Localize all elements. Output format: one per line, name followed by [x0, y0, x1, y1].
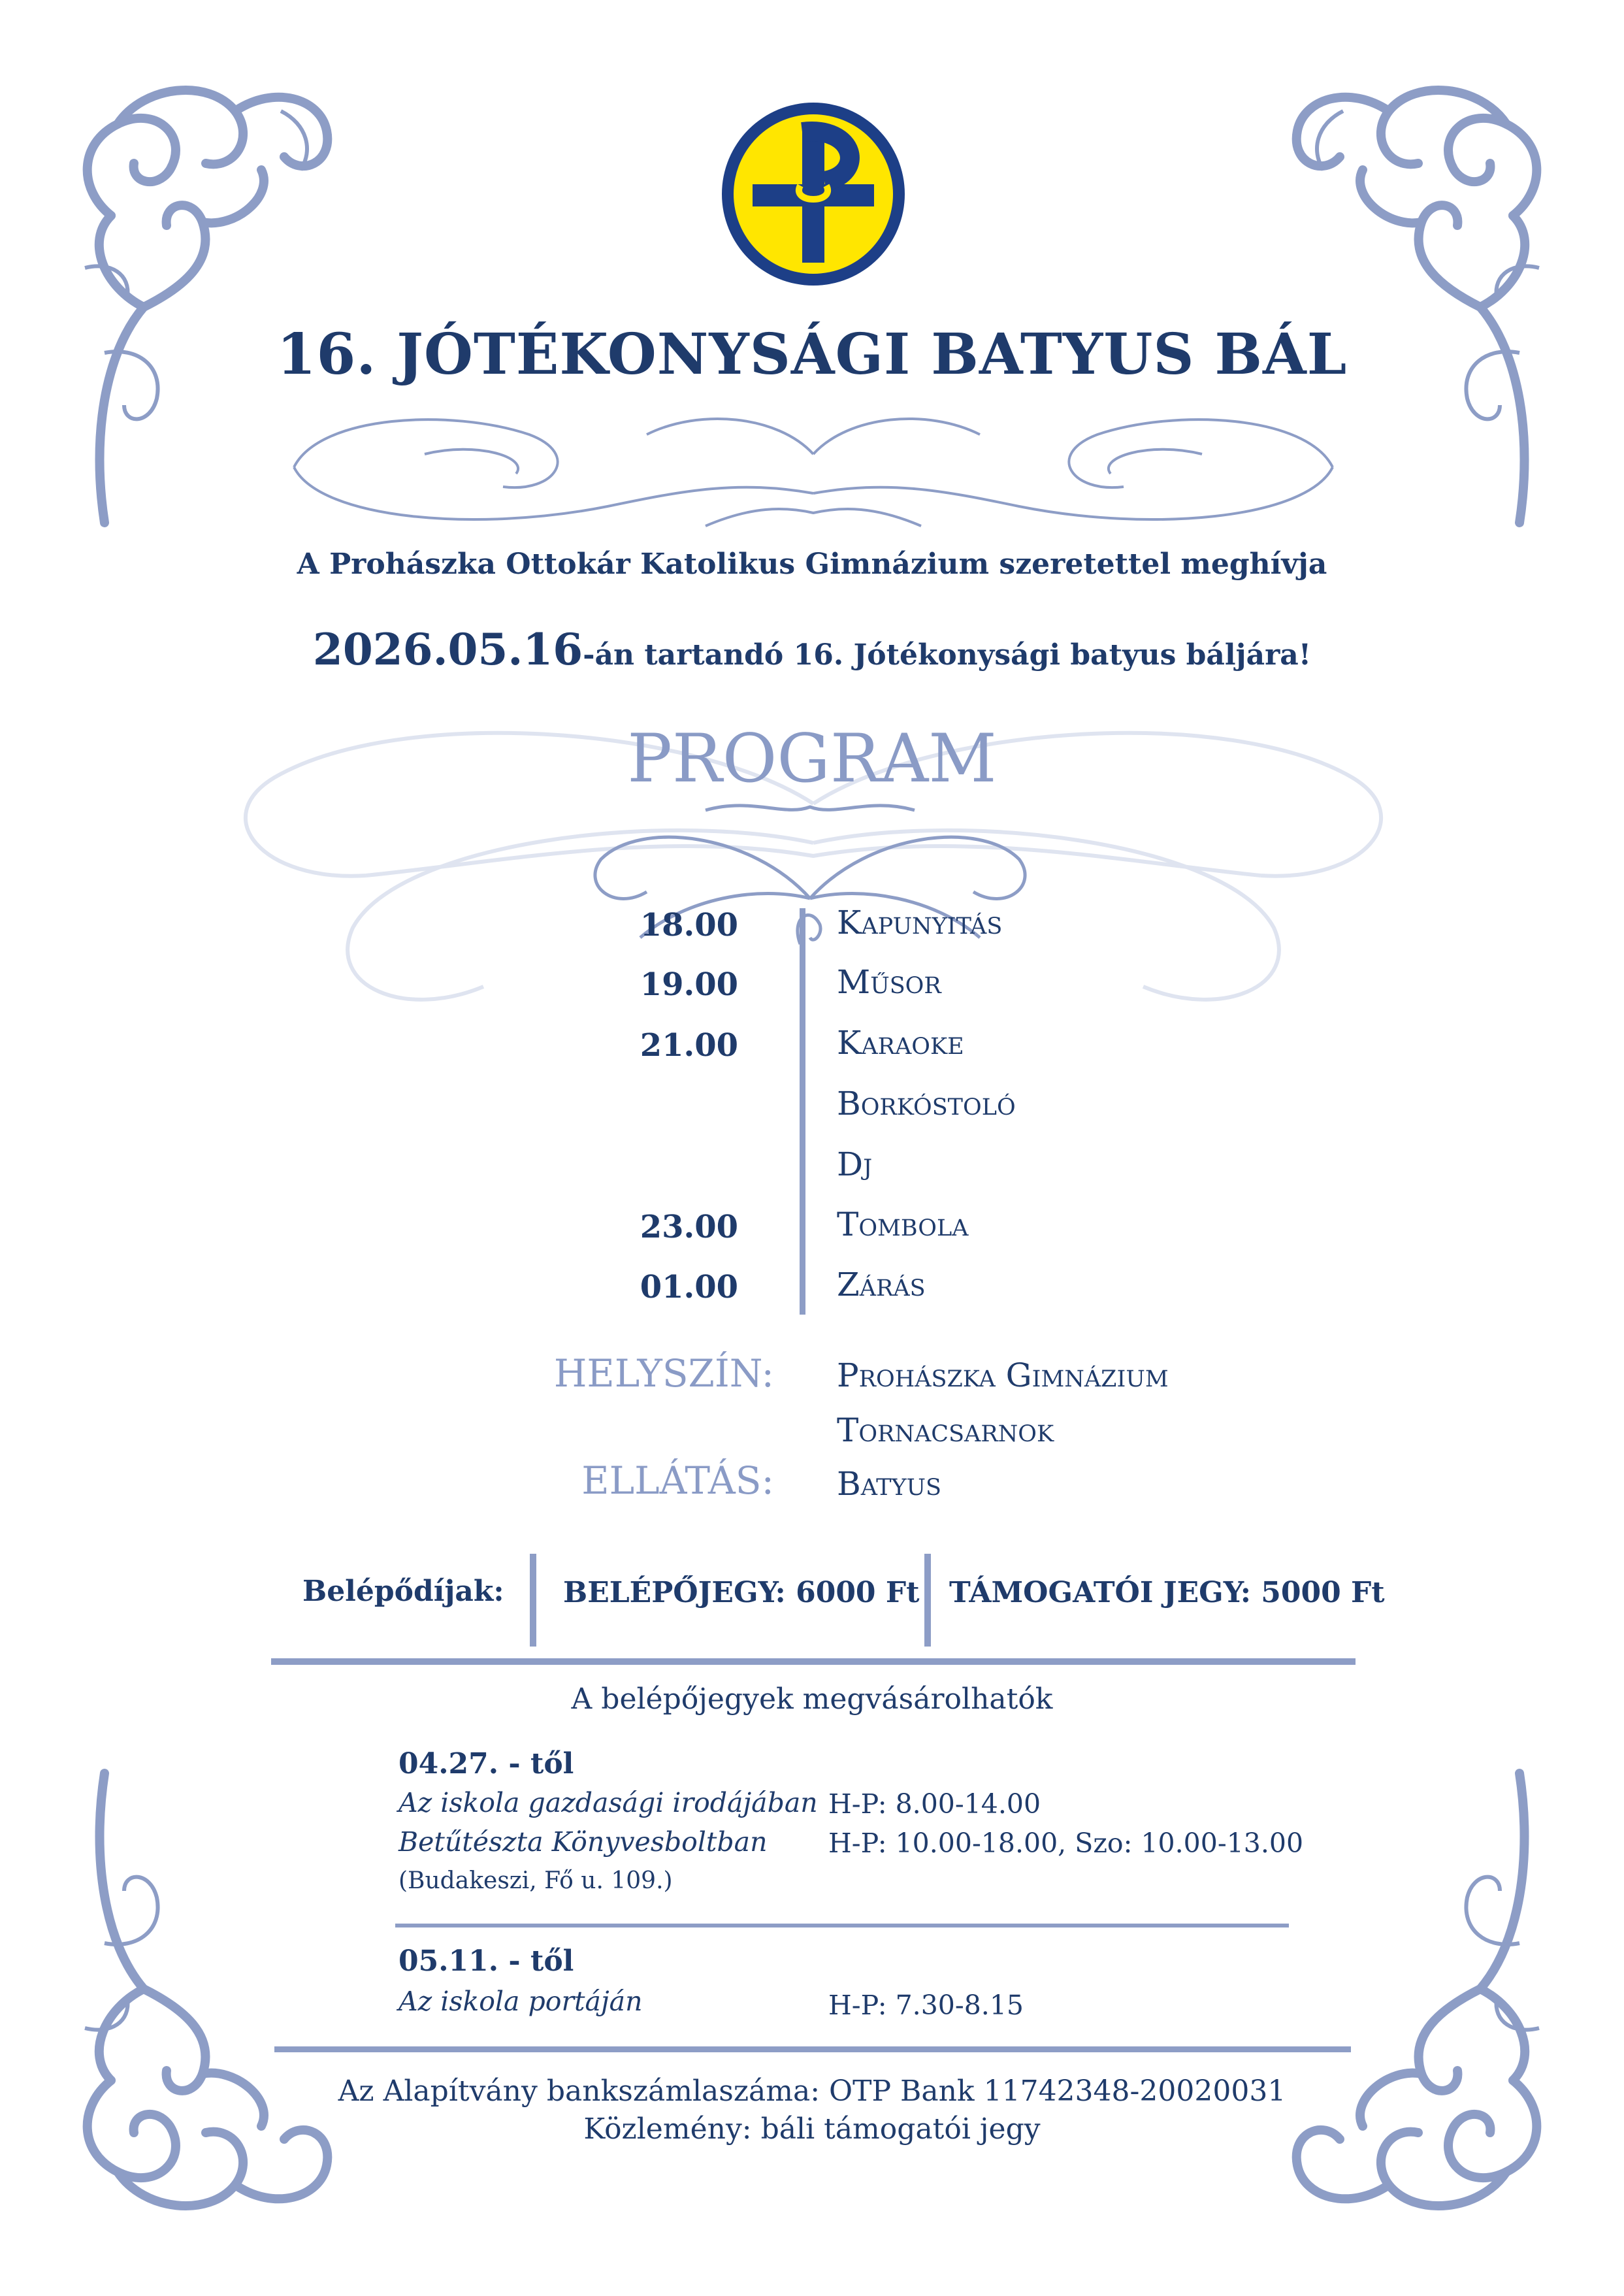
purchase-intro: A belépőjegyek megvásárolhatók: [571, 1682, 1053, 1716]
page-title: 16. JÓTÉKONYSÁGI BATYUS BÁL: [276, 321, 1348, 387]
program-event: Borkóstoló: [837, 1085, 1016, 1123]
program-event: Dj: [837, 1145, 873, 1183]
entry-ticket-price: BELÉPŐJEGY: 6000 Ft: [563, 1576, 920, 1609]
program-time: 19.00: [640, 966, 738, 1003]
invitation-date-line: [0, 624, 1624, 675]
program-heading: PROGRAM: [627, 720, 997, 798]
program-time: 01.00: [640, 1269, 738, 1305]
school-logo-icon: [719, 99, 908, 289]
invitation-date-rest: -án tartandó 16. Jótékonysági batyus báljára!: [583, 638, 1312, 672]
section-divider: [271, 1658, 1356, 1665]
catering-label: ELLÁTÁS:: [581, 1458, 774, 1503]
program-event: Zárás: [837, 1266, 926, 1304]
purchase-place: Az iskola gazdasági irodájában: [398, 1787, 818, 1818]
title-flourish: [281, 395, 1346, 546]
invitation-line: A Prohászka Ottokár Katolikus Gimnázium szeretettel meghívja: [297, 548, 1327, 581]
venue-label: HELYSZÍN:: [553, 1351, 774, 1396]
program-time: 18.00: [640, 907, 738, 943]
purchase-from-date: 04.27. - től: [398, 1747, 574, 1780]
tickets-label: Belépődíjak:: [302, 1575, 504, 1608]
purchase-divider: [395, 1924, 1289, 1927]
program-event: Karaoke: [837, 1024, 964, 1062]
venue-value-line1: Prohászka Gimnázium: [837, 1356, 1169, 1394]
ticket-divider: [530, 1554, 536, 1647]
purchase-hours: H-P: 8.00-14.00: [828, 1788, 1041, 1820]
purchase-place: Betűtészta Könyvesboltban: [398, 1826, 768, 1858]
payment-note: Közlemény: báli támogatói jegy: [583, 2112, 1041, 2146]
purchase-from-date: 05.11. - től: [398, 1944, 574, 1978]
event-date: 2026.05.16: [312, 624, 583, 675]
program-divider-line: [800, 908, 805, 1315]
program-time: 21.00: [640, 1027, 738, 1064]
footer-divider: [274, 2046, 1351, 2052]
program-event: Tombola: [837, 1205, 969, 1243]
purchase-hours: H-P: 7.30-8.15: [828, 1990, 1024, 2021]
venue-value-line2: Tornacsarnok: [837, 1411, 1054, 1449]
purchase-address: (Budakeszi, Fő u. 109.): [398, 1867, 673, 1894]
purchase-hours: H-P: 10.00-18.00, Szo: 10.00-13.00: [828, 1828, 1304, 1859]
corner-ornament-bottom-left: [65, 1767, 340, 2224]
program-event: Műsor: [837, 963, 941, 1001]
catering-value: Batyus: [837, 1465, 942, 1503]
program-event: Kapunyitás: [837, 904, 1003, 942]
program-time: 23.00: [640, 1209, 738, 1245]
ticket-divider: [924, 1554, 931, 1647]
purchase-place: Az iskola portáján: [398, 1986, 643, 2017]
support-ticket-price: TÁMOGATÓI JEGY: 5000 Ft: [949, 1576, 1385, 1609]
bank-account: Az Alapítvány bankszámlaszáma: OTP Bank 11742348-20020031: [338, 2075, 1286, 2108]
corner-ornament-bottom-right: [1284, 1767, 1559, 2224]
